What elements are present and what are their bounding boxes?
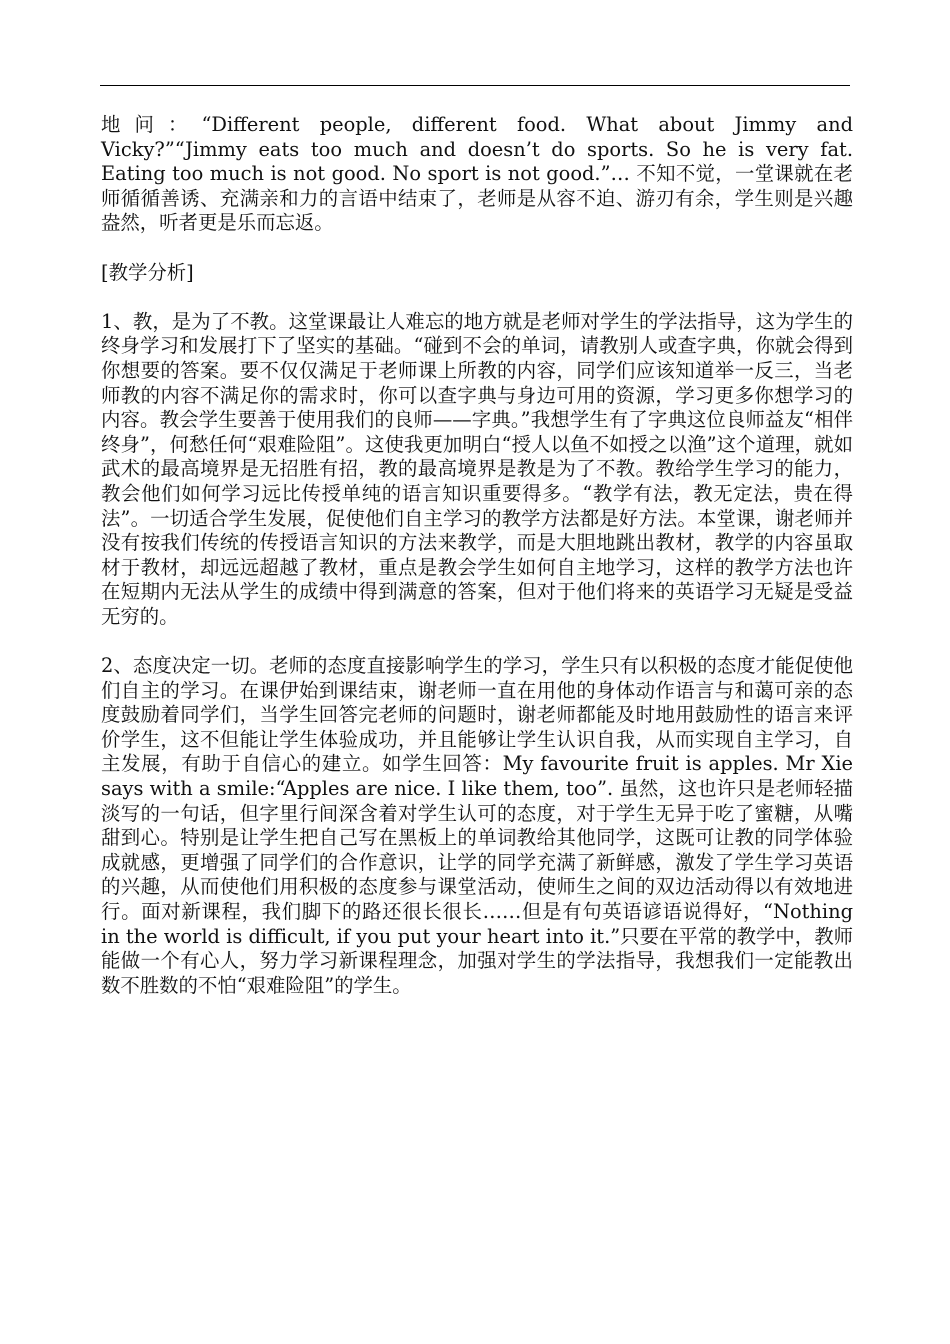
paragraph-point-2: 2、态度决定一切。老师的态度直接影响学生的学习，学生只有以积极的态度才能促使他们自主的学习。在课伊始到课结束，谢老师一直在用他的身体动作语言与和蔼可亲的态度鼓励着同学们，当学生回答完老师的问题时，谢老师都能及时地用鼓励性的语言来评价学生，这不但能让学生体验成功，并且能够让学生认识自我，从而实现自主学习，自主发展，有助于自信心的建立。如学生回答：My favourite fruit is apples. Mr Xie says with a smile:“Apples are nice. I like them, too”. 虽然，这也许只是老师轻描淡写的一句话，但字里行间深含着对学生认可的态度，对于学生无异于吃了蜜糖，从嘴甜到心。特别是让学生把自己写在黑板上的单词教给其他同学，这既可让教的同学体验成就感，更增强了同学们的合作意识，让学的同学充满了新鲜感，激发了学生学习英语的兴趣，从而使他们用积极的态度参与课堂活动，使师生之间的双边活动得以有效地进行。面对新课程，我们脚下的路还很长很长……但是有句英语谚语说得好，“Nothing in the world is difficult, if you put your heart into it.”只要在平常的教学中，教师能做一个有心人，努力学习新课程理念，加强对学生的学法指导，我想我们一定能教出数不胜数的不怕“艰难险阻”的学生。 bbox=[101, 654, 853, 997]
paragraph-point-1: 1、教，是为了不教。这堂课最让人难忘的地方就是老师对学生的学法指导，这为学生的终身学习和发展打下了坚实的基础。“碰到不会的单词，请教别人或查字典，你就会得到你想要的答案。要不仅仅满足于老师课上所教的内容，同学们应该知道举一反三，当老师教的内容不满足你的需求时，你可以查字典与身边可用的资源，学习更多你想学习的内容。教会学生要善于使用我们的良师——字典。”我想学生有了字典这位良师益友“相伴终身”，何愁任何“艰难险阻”。这使我更加明白“授人以鱼不如授之以渔”这个道理，就如武术的最高境界是无招胜有招，教的最高境界是教是为了不教。教给学生学习的能力，教会他们如何学习远比传授单纯的语言知识重要得多。“教学有法，教无定法，贵在得法”。一切适合学生发展，促使他们自主学习的教学方法都是好方法。本堂课，谢老师并没有按我们传统的传授语言知识的方法来教学，而是大胆地跳出教材，教学的内容虽取材于教材，却远远超越了教材，重点是教会学生如何自主地学习，这样的教学方法也许在短期内无法从学生的成绩中得到满意的答案，但对于他们将来的英语学习无疑是受益无穷的。 bbox=[101, 309, 853, 628]
header-rule bbox=[100, 85, 850, 86]
paragraph-lesson-ending: 地问：“Different people, different food. What about Jimmy and Vicky?”“Jimmy eats too much and doesn’t do sports. So he is very fat. Eating too much is not good. No sport is not good.”… 不知不觉，一堂课就在老师循循善诱、充满亲和力的言语中结束了，老师是从容不迫、游刃有余，学生则是兴趣盎然，听者更是乐而忘返。 bbox=[101, 113, 853, 235]
section-heading-teaching-analysis: [教学分析] bbox=[101, 260, 194, 284]
document-body bbox=[101, 113, 853, 998]
